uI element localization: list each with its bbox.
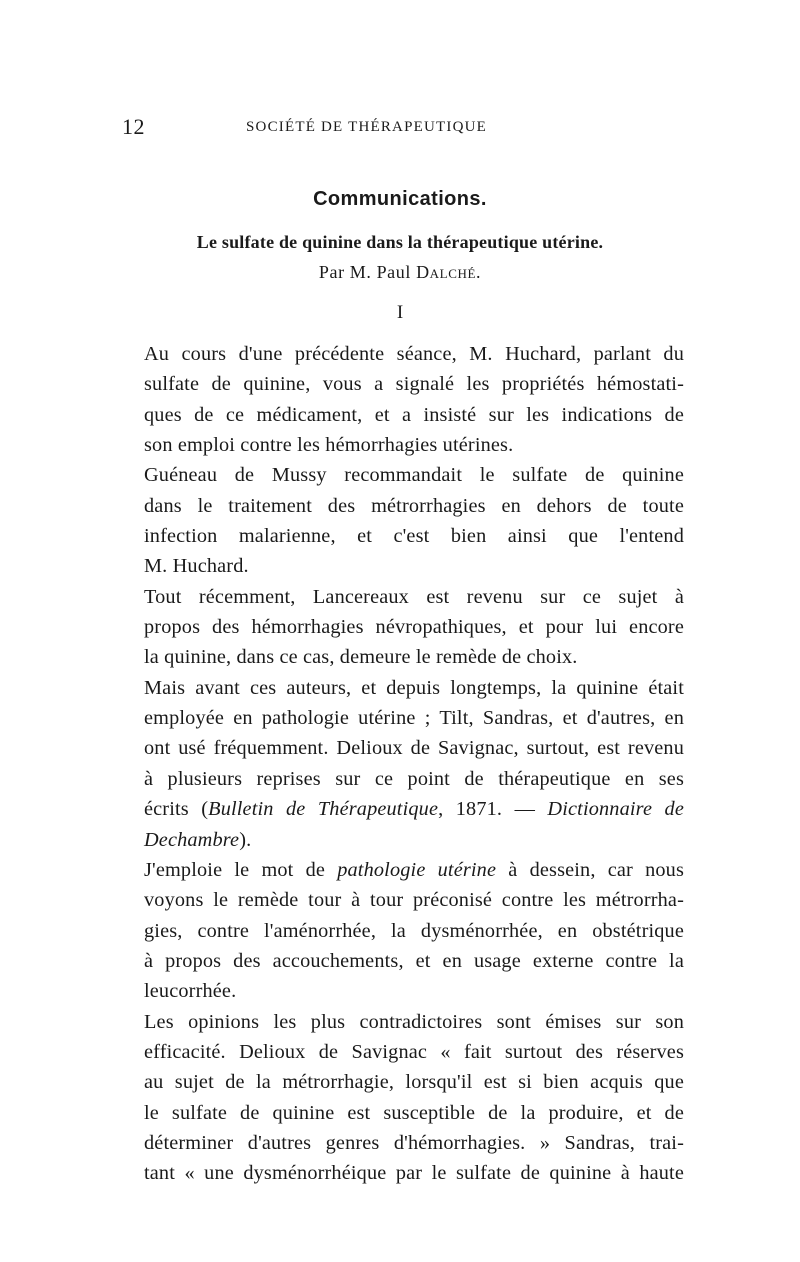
text-line: Guéneau de Mussy recommandait le sulfate de quinine: [144, 464, 684, 487]
paragraph-4: [122, 673, 684, 855]
text-line: au sujet de la métrorrhagie, lorsqu'il est si bien acquis que: [144, 1071, 684, 1094]
part-number: I: [396, 302, 404, 323]
citation-bulletin: Bulletin de Thérapeutique: [208, 798, 439, 821]
text-segment: à dessein, car nous: [496, 858, 684, 881]
text-line: Tout récemment, Lancereaux est revenu sur ce sujet à: [144, 585, 684, 608]
text-line: Mais avant ces auteurs, et depuis longtemps, la quinine était: [144, 676, 684, 699]
article-body: [122, 339, 684, 1189]
text-line: Au cours d'une précédente séance, M. Huchard, parlant du: [144, 343, 684, 365]
text-line: dans le traitement des métrorrhagies en dehors de toute: [144, 494, 684, 517]
text-line: [122, 825, 684, 855]
article-title: Le sulfate de quinine dans la thérapeutique utérine.: [196, 232, 604, 252]
running-title: SOCIÉTÉ DE THÉRAPEUTIQUE: [246, 119, 488, 135]
byline-author: Dalché.: [416, 262, 482, 282]
text-line: tant « une dysménorrhéique par le sulfate de quinine à haute: [144, 1162, 684, 1185]
paragraph-1: [122, 339, 684, 460]
text-line: efficacité. Delioux de Savignac « fait surtout des réserves: [144, 1040, 684, 1063]
section-heading: Communications.: [313, 188, 487, 210]
byline-prefix: Par M. Paul: [318, 262, 417, 282]
text-line: gies, contre l'aménorrhée, la dysménorrhée, en obstétrique: [144, 919, 684, 942]
text-line: à propos des accouchements, et en usage externe contre la: [144, 949, 684, 972]
text-line: à plusieurs reprises sur ce point de thérapeutique en ses: [144, 767, 684, 790]
text-line: ques de ce médicament, et a insisté sur les indications de: [144, 403, 684, 426]
term-pathologie-uterine: pathologie utérine: [337, 858, 497, 881]
running-head: [122, 114, 684, 142]
citation-dechambre: Dechambre: [144, 828, 240, 851]
text-line: déterminer d'autres genres d'hémorrhagies. » Sandras, trai-: [144, 1131, 684, 1154]
text-line: la quinine, dans ce cas, demeure le remède de choix.: [144, 646, 578, 669]
text-line: son emploi contre les hémorrhagies utérines.: [144, 434, 514, 457]
text-line: voyons le remède tour à tour préconisé contre les métrorrha-: [144, 889, 684, 912]
text-segment: , 1871. —: [438, 798, 548, 821]
byline: [0, 262, 800, 283]
text-line: M. Huchard.: [144, 555, 249, 578]
text-line: infection malarienne, et c'est bien ainsi que l'entend: [144, 525, 684, 548]
paragraph-3: [122, 582, 684, 673]
page-number: 12: [122, 114, 145, 139]
text-line: ont usé fréquemment. Delioux de Savignac, surtout, est revenu: [144, 737, 684, 760]
text-line: leucorrhée.: [144, 980, 237, 1003]
paragraph-5: [122, 855, 684, 1007]
text-line: [122, 855, 684, 885]
citation-dictionnaire: Dictionnaire de: [547, 798, 684, 821]
paragraph-6: [122, 1007, 684, 1189]
paragraph-2: [122, 460, 684, 581]
text-line: propos des hémorrhagies névropathiques, et pour lui encore: [144, 616, 684, 639]
text-line: [122, 794, 684, 824]
text-line: Les opinions les plus contradictoires sont émises sur son: [144, 1010, 684, 1033]
text-line: le sulfate de quinine est susceptible de la produire, et de: [144, 1101, 684, 1124]
text-segment: écrits (: [144, 798, 209, 821]
text-line: sulfate de quinine, vous a signalé les propriétés hémostati-: [144, 373, 684, 396]
text-segment: ).: [239, 828, 252, 851]
text-line: employée en pathologie utérine ; Tilt, Sandras, et d'autres, en: [144, 707, 684, 730]
text-segment: J'emploie le mot de: [144, 858, 338, 881]
